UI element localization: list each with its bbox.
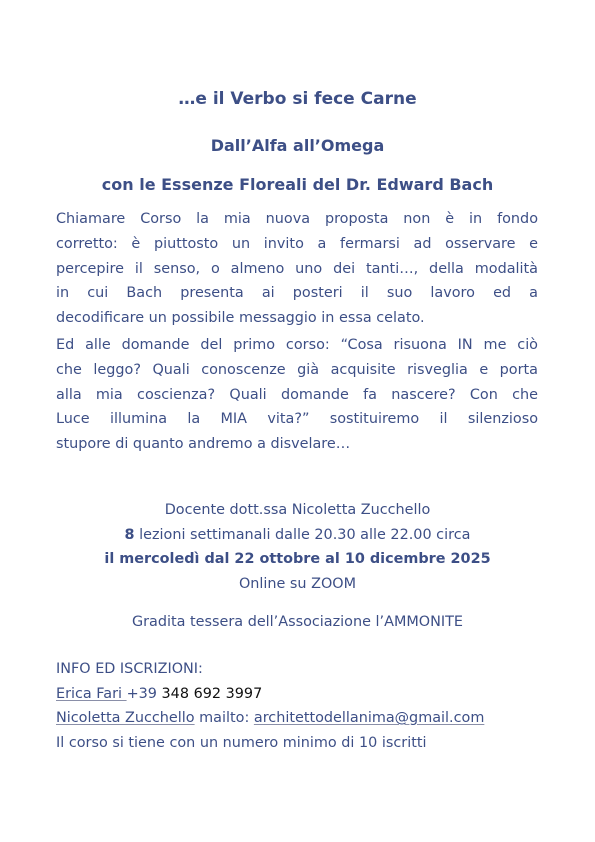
lessons-text: lezioni settimanali dalle 20.30 alle 22.00 circa (134, 526, 471, 543)
info-heading: INFO ED ISCRIZIONI: (56, 661, 203, 677)
contact1-phone[interactable]: 348 692 3997 (161, 685, 263, 702)
questions-line: Luce illumina la MIA vita?” sostituiremo il silenzioso (56, 411, 538, 428)
questions-line: Ed alle domande del primo corso: “Cosa risuona IN me ciò (56, 337, 538, 353)
contact2-email-link[interactable]: architettodellanima@gmail.com (253, 710, 485, 726)
mode-line: Online su ZOOM (238, 575, 357, 592)
questions-line: stupore di quanto andremo a disvelare… (56, 436, 351, 453)
intro-line: in cui Bach presenta ai posteri il suo lavoro ed a (56, 285, 538, 302)
minimum-note: Il corso si tiene con un numero minimo di 10 iscritti (56, 734, 427, 751)
intro-line: corretto: è piuttosto un invito a fermarsi ad osservare e (56, 235, 538, 252)
contact-erica (56, 682, 484, 707)
intro-line: percepire il senso, o almeno uno dei tanti…, della modalità (56, 260, 538, 277)
lessons-count: 8 (124, 526, 135, 543)
course-details (0, 498, 595, 596)
intro-paragraph (56, 207, 538, 331)
lessons-line (0, 523, 595, 548)
contact2-mailto: mailto: (194, 710, 254, 726)
intro-line: Chiamare Corso la mia nuova proposta non è in fondo (56, 211, 538, 227)
page-title: …e il Verbo si fece Carne (178, 89, 417, 109)
contact1-prefix: +39 (126, 685, 162, 702)
questions-paragraph (56, 333, 538, 457)
association-note: Gradita tessera dell’Associazione l’AMMONITE (131, 614, 463, 630)
info-section (56, 657, 484, 755)
teacher-line: Docente dott.ssa Nicoletta Zucchello (164, 502, 431, 518)
contact-nicoletta (56, 706, 484, 731)
subtitle-secondary: con le Essenze Floreali del Dr. Edward Bach (101, 175, 494, 194)
schedule-line: il mercoledì dal 22 ottobre al 10 dicembre 2025 (104, 551, 491, 567)
questions-line: che leggo? Quali conoscenze già acquisite risveglia e porta (56, 361, 538, 378)
contact1-name-link[interactable]: Erica Fari (56, 685, 127, 702)
intro-line: decodificare un possibile messaggio in essa celato. (56, 310, 425, 327)
subtitle: Dall’Alfa all’Omega (210, 136, 385, 155)
contact2-name-link[interactable]: Nicoletta Zucchello (56, 710, 195, 726)
questions-line: alla mia coscienza? Quali domande fa nascere? Con che (56, 386, 538, 403)
